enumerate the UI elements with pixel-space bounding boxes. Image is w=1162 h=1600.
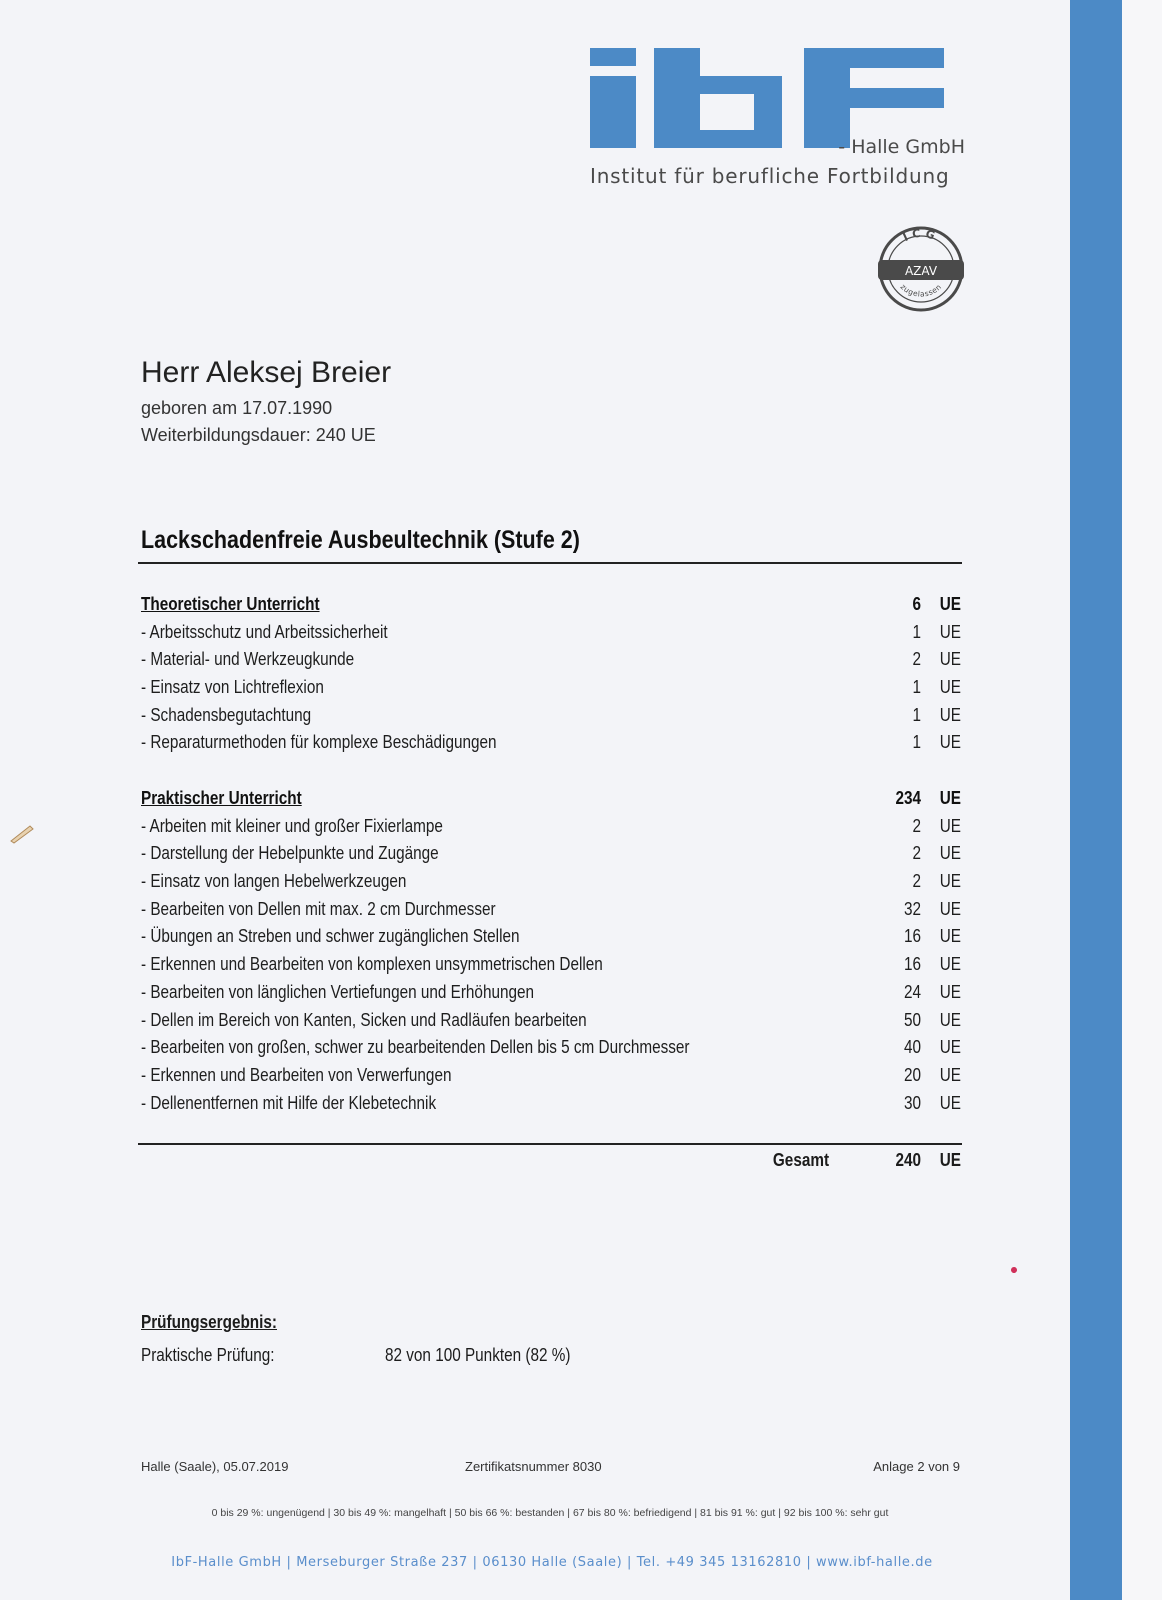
item-unit: UE (939, 1037, 961, 1058)
total-value: 240 (895, 1150, 921, 1170)
item-label: - Darstellung der Hebelpunkte und Zugänge (141, 843, 439, 864)
item-label: - Dellen im Bereich von Kanten, Sicken und Radläufen bearbeiten (141, 1009, 587, 1030)
item-unit: UE (939, 981, 961, 1002)
item-unit: UE (939, 898, 961, 919)
grading-scale: 0 bis 29 %: ungenügend | 30 bis 49 %: mangelhaft | 50 bis 66 %: bestanden | 67 bis 80 %: befriedigend | 81 bis 91 %: gut | 92 bis 100 %: sehr gut (211, 1507, 889, 1519)
item-unit: UE (939, 649, 961, 670)
item-label: - Bearbeiten von großen, schwer zu bearbeitenden Dellen bis 5 cm Durchmesser (141, 1037, 690, 1058)
item-value: 24 (903, 981, 921, 1002)
item-value: 1 (912, 704, 921, 725)
svg-text:zugelassen (899, 282, 944, 299)
practice-heading-row (141, 786, 961, 814)
list-item (141, 924, 961, 952)
list-item (141, 730, 961, 758)
page-edge (1122, 0, 1162, 1600)
list-item (141, 703, 961, 731)
item-unit: UE (939, 1009, 961, 1030)
theory-heading: Theoretischer Unterricht (141, 594, 320, 614)
item-unit: UE (939, 954, 961, 975)
list-item (141, 1063, 961, 1091)
training-duration: Weiterbildungsdauer: 240 UE (141, 425, 376, 445)
item-unit: UE (939, 843, 961, 864)
item-label: - Einsatz von langen Hebelwerkzeugen (141, 871, 407, 892)
list-item (141, 1091, 961, 1119)
item-unit: UE (939, 871, 961, 892)
item-label: - Arbeiten mit kleiner und großer Fixierlampe (141, 815, 443, 836)
item-label: - Erkennen und Bearbeiten von Verwerfungen (141, 1064, 452, 1085)
item-value: 30 (903, 1092, 921, 1113)
seal-top-text: ICG (900, 226, 941, 245)
attachment-number: Anlage 2 von 9 (873, 1459, 960, 1474)
item-value: 2 (912, 649, 921, 670)
item-unit: UE (939, 926, 961, 947)
azav-seal-icon (878, 226, 964, 312)
place-date: Halle (Saale), 05.07.2019 (141, 1459, 289, 1474)
item-unit: UE (939, 704, 961, 725)
ink-dot (1010, 1266, 1018, 1274)
logo-suffix: - Halle GmbH (838, 136, 965, 158)
item-label: - Übungen an Streben und schwer zugänglichen Stellen (141, 926, 520, 947)
seal-bottom-text: zugelassen (898, 282, 944, 299)
list-item (141, 980, 961, 1008)
list-item (141, 675, 961, 703)
item-value: 2 (912, 843, 921, 864)
list-item (141, 647, 961, 675)
item-unit: UE (939, 1092, 961, 1113)
certificate-number: Zertifikatsnummer 8030 (465, 1459, 602, 1474)
item-value: 1 (912, 621, 921, 642)
item-label: - Reparaturmethoden für komplexe Beschädigungen (141, 732, 497, 753)
seal-middle-text: AZAV (904, 264, 938, 278)
list-item (141, 1035, 961, 1063)
birth-date: geboren am 17.07.1990 (141, 398, 333, 418)
theory-section (141, 592, 961, 758)
item-label: - Dellenentfernen mit Hilfe der Klebetechnik (141, 1092, 437, 1113)
item-value: 20 (903, 1064, 921, 1085)
item-label: - Einsatz von Lichtreflexion (141, 677, 324, 698)
list-item (141, 897, 961, 925)
list-item (141, 841, 961, 869)
list-item (141, 620, 961, 648)
theory-heading-row (141, 592, 961, 620)
item-value: 16 (903, 926, 921, 947)
blue-side-bar (1070, 0, 1122, 1600)
item-label: - Schadensbegutachtung (141, 704, 312, 725)
total-divider (138, 1143, 962, 1145)
item-value: 1 (912, 677, 921, 698)
item-value: 50 (903, 1009, 921, 1030)
practice-unit: UE (939, 788, 961, 808)
item-unit: UE (939, 677, 961, 698)
item-value: 1 (912, 732, 921, 753)
total-unit: UE (939, 1150, 961, 1170)
exam-heading: Prüfungsergebnis: (141, 1312, 278, 1332)
item-label: - Bearbeiten von länglichen Vertiefungen und Erhöhungen (141, 981, 535, 1002)
item-label: - Bearbeiten von Dellen mit max. 2 cm Durchmesser (141, 898, 496, 919)
pencil-mark-icon (8, 822, 36, 844)
exam-label: Praktische Prüfung: (141, 1345, 275, 1365)
practice-section (141, 786, 961, 1118)
theory-unit: UE (939, 594, 961, 614)
list-item (141, 869, 961, 897)
item-unit: UE (939, 732, 961, 753)
title-divider (138, 562, 962, 564)
person-block (141, 356, 391, 452)
exam-value: 82 von 100 Punkten (82 %) (385, 1345, 571, 1365)
contact-line: IbF-Halle GmbH | Merseburger Straße 237 | 06130 Halle (Saale) | Tel. +49 345 13162810 | www.ibf-halle.de (171, 1555, 933, 1570)
item-value: 32 (903, 898, 921, 919)
person-name: Herr Aleksej Breier (141, 356, 392, 389)
item-unit: UE (939, 1064, 961, 1085)
item-value: 2 (912, 815, 921, 836)
course-title: Lackschadenfreie Ausbeultechnik (Stufe 2) (141, 526, 580, 554)
item-label: - Arbeitsschutz und Arbeitssicherheit (141, 621, 388, 642)
total-label: Gesamt (772, 1150, 829, 1170)
list-item (141, 952, 961, 980)
item-value: 2 (912, 871, 921, 892)
item-label: - Erkennen und Bearbeiten von komplexen unsymmetrischen Dellen (141, 954, 603, 975)
item-unit: UE (939, 621, 961, 642)
item-value: 40 (903, 1037, 921, 1058)
list-item (141, 814, 961, 842)
item-unit: UE (939, 815, 961, 836)
item-label: - Material- und Werkzeugkunde (141, 649, 355, 670)
logo-tagline: Institut für berufliche Fortbildung (590, 164, 950, 188)
theory-total: 6 (912, 594, 921, 614)
practice-total: 234 (895, 788, 921, 808)
total-row (141, 1148, 961, 1176)
item-value: 16 (903, 954, 921, 975)
practice-heading: Praktischer Unterricht (141, 788, 302, 808)
ibf-logo (590, 48, 965, 198)
list-item (141, 1008, 961, 1036)
